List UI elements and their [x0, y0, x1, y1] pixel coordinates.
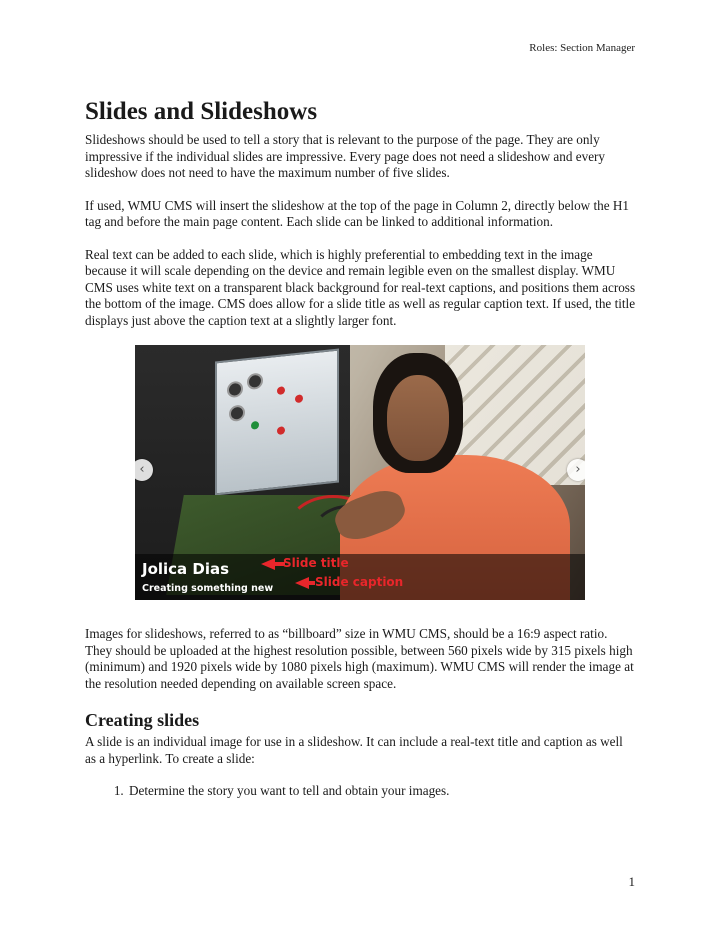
slide-title: Jolica Dias — [142, 560, 230, 578]
annotation-slide-caption: Slide caption — [315, 575, 404, 589]
page-number: 1 — [628, 874, 635, 889]
knob-icon — [247, 372, 263, 390]
chevron-right-icon[interactable]: › — [567, 459, 585, 481]
page-title: Slides and Slideshows — [85, 98, 318, 125]
page-header-role: Roles: Section Manager — [529, 42, 635, 54]
intro-paragraph-1: Slideshows should be used to tell a story that is relevant to the purpose of the page. They are only impressive if the individual slides are impressive. Every page does not need a slideshow and every slideshow does not need to have the maximum number of five slides. — [85, 132, 606, 180]
annotation-slide-title: Slide title — [283, 556, 349, 570]
equipment-panel — [215, 348, 339, 495]
intro-paragraph-2: If used, WMU CMS will insert the slideshow at the top of the page in Column 2, directly below the H1 tag and before the main page content. Each slide can be linked to additional information. — [85, 197, 630, 229]
jack-icon — [277, 426, 285, 435]
document-body — [85, 96, 637, 800]
knob-icon — [229, 404, 245, 422]
list-item: 1. Determine the story you want to tell and obtain your images. — [127, 783, 637, 800]
slide-caption: Creating something new — [142, 583, 274, 594]
steps-list — [85, 783, 637, 800]
billboard-paragraph: Images for slideshows, referred to as “billboard” size in WMU CMS, should be a 16:9 aspect ratio. They should be uploaded at the highest resolution possible, between 560 pixels wide by 315 pixels high (minimum) and 1920 pixels wide by 1080 pixels high (maximum). WMU CMS will render the image at the resolution needed depending on available screen space. — [85, 626, 634, 691]
intro-paragraph-3: Real text can be added to each slide, which is highly preferential to embedding text in the image because it will scale depending on the device and remain legible even on the smallest display. WMU CMS uses white text on a transparent black background for real-text captions, and positions them across the bottom of the image. CMS does allow for a slide title as well as regular caption text. If used, the title displays just above the caption text at a slightly larger font. — [85, 246, 636, 328]
section-heading: Creating slides — [85, 710, 200, 730]
arrow-shaft — [307, 581, 315, 585]
jack-icon — [277, 386, 285, 395]
jack-icon — [295, 394, 303, 403]
person-face — [387, 375, 449, 461]
section-paragraph: A slide is an individual image for use in a slideshow. It can include a real-text title and caption as well as a hyperlink. To create a slide: — [85, 734, 623, 766]
jack-icon — [251, 421, 259, 430]
knob-icon — [227, 381, 243, 399]
slideshow-example-image — [135, 345, 585, 600]
chevron-left-icon[interactable]: ‹ — [135, 459, 153, 481]
